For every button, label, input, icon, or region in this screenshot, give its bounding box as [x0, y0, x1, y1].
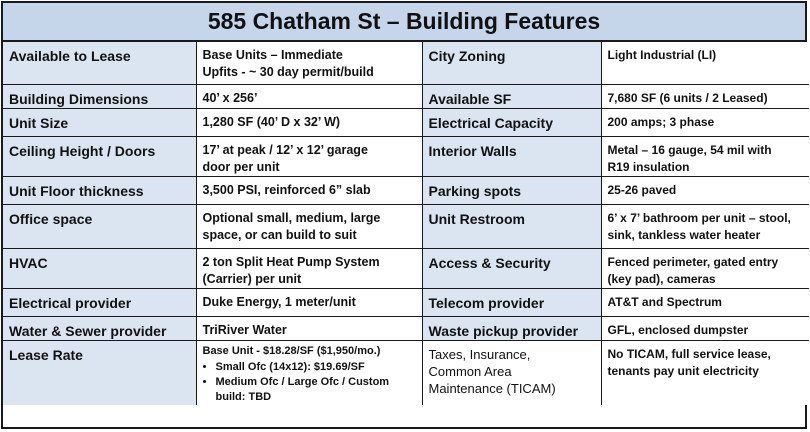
feature-label: City Zoning — [422, 42, 601, 84]
feature-value-line: Base Units – Immediate — [202, 48, 343, 62]
feature-value — [601, 136, 809, 176]
feature-value — [196, 108, 422, 136]
feature-value-line: GFL, enclosed dumpster — [607, 322, 749, 337]
feature-label: Parking spots — [422, 176, 601, 204]
feature-value-line: 25-26 paved — [607, 182, 677, 197]
lease-option-line: build: TBD — [215, 390, 272, 403]
feature-label: Unit Restroom — [422, 204, 601, 248]
feature-value — [196, 84, 422, 108]
lease-rate-label: Lease Rate — [3, 340, 196, 405]
feature-value-line: (key pad), cameras — [607, 271, 716, 286]
table-row — [3, 316, 809, 340]
feature-value-line: (Carrier) per unit — [202, 271, 302, 286]
feature-value-line: 7,680 SF (6 units / 2 Leased) — [607, 90, 768, 105]
feature-label: Unit Floor thickness — [3, 176, 196, 204]
feature-value — [601, 316, 809, 340]
feature-value-line: R19 insulation — [607, 159, 690, 174]
feature-value — [196, 176, 422, 204]
feature-value — [601, 84, 809, 108]
feature-label: HVAC — [3, 248, 196, 288]
feature-value — [601, 288, 809, 316]
feature-value-line: Optional small, medium, large — [202, 210, 381, 225]
feature-value-line: 6’ x 7’ bathroom per unit – stool, — [607, 210, 791, 225]
lease-rate-value — [196, 340, 422, 405]
feature-label: Interior Walls — [422, 136, 601, 176]
ticam-value — [601, 340, 809, 405]
table-row — [3, 204, 809, 248]
feature-value-line: 3,500 PSI, reinforced 6” slab — [202, 182, 371, 197]
table-row — [3, 42, 809, 84]
lease-option-list — [203, 360, 416, 405]
table-row — [3, 84, 809, 108]
feature-label: Ceiling Height / Doors — [3, 136, 196, 176]
feature-value-line: space, or can build to suit — [202, 227, 357, 242]
feature-value — [601, 176, 809, 204]
feature-label: Office space — [3, 204, 196, 248]
ticam-value-line: tenants pay unit electricity — [607, 363, 759, 378]
building-features-sheet — [1, 1, 807, 429]
feature-value-line: sink, tankless water heater — [607, 227, 761, 242]
feature-value — [196, 42, 422, 84]
feature-value-line: Upfits - ~ 30 day permit/build — [202, 65, 374, 79]
feature-label: Electrical provider — [3, 288, 196, 316]
feature-value — [601, 204, 809, 248]
feature-value-line: 2 ton Split Heat Pump System — [202, 254, 380, 269]
table-row — [3, 288, 809, 316]
feature-label: Available SF — [422, 84, 601, 108]
feature-label: Telecom provider — [422, 288, 601, 316]
feature-label: Water & Sewer provider — [3, 316, 196, 340]
feature-value-line: 17’ at peak / 12’ x 12’ garage — [202, 142, 368, 157]
table-row — [3, 136, 809, 176]
sheet-title: 585 Chatham St – Building Features — [3, 3, 805, 42]
feature-value — [196, 136, 422, 176]
feature-value-line: 200 amps; 3 phase — [607, 114, 715, 129]
table-row — [3, 248, 809, 288]
feature-value — [601, 248, 809, 288]
lease-option-item — [216, 375, 416, 405]
ticam-label — [422, 340, 601, 405]
feature-label: Unit Size — [3, 108, 196, 136]
lease-base-rate: Base Unit - $18.28/SF ($1,950/mo.) — [202, 344, 381, 357]
feature-value-line: Fenced perimeter, gated entry — [607, 254, 779, 269]
ticam-label-line: Maintenance (TICAM) — [428, 380, 556, 396]
ticam-label-line: Common Area — [428, 363, 512, 379]
feature-value-line: 1,280 SF (40’ D x 32’ W) — [202, 114, 341, 129]
feature-value-line: AT&T and Spectrum — [607, 294, 722, 309]
feature-label: Building Dimensions — [3, 84, 196, 108]
feature-value — [196, 316, 422, 340]
table-row — [3, 108, 809, 136]
feature-value — [196, 288, 422, 316]
feature-value-line: TriRiver Water — [202, 322, 287, 337]
table-row — [3, 176, 809, 204]
features-table — [3, 42, 809, 405]
feature-value-line: door per unit — [202, 159, 280, 174]
table-row-lease — [3, 340, 809, 405]
feature-value — [601, 42, 809, 84]
lease-option-line: • Medium Ofc / Large Ofc / Custom — [215, 375, 390, 388]
feature-label: Waste pickup provider — [422, 316, 601, 340]
feature-value-line: Light Industrial (LI) — [607, 48, 717, 62]
feature-label: Access & Security — [422, 248, 601, 288]
feature-value — [601, 108, 809, 136]
feature-value-line: 40’ x 256’ — [202, 90, 258, 105]
lease-option-item: • Small Ofc (14x12): $19.69/SF — [216, 360, 416, 375]
ticam-value-line: No TICAM, full service lease, — [607, 346, 771, 361]
feature-label: Available to Lease — [3, 42, 196, 84]
feature-label: Electrical Capacity — [422, 108, 601, 136]
ticam-label-line: Taxes, Insurance, — [428, 346, 531, 362]
feature-value-line: Metal – 16 gauge, 54 mil with — [607, 142, 772, 157]
feature-value — [196, 248, 422, 288]
feature-value — [196, 204, 422, 248]
feature-value-line: Duke Energy, 1 meter/unit — [202, 294, 356, 309]
